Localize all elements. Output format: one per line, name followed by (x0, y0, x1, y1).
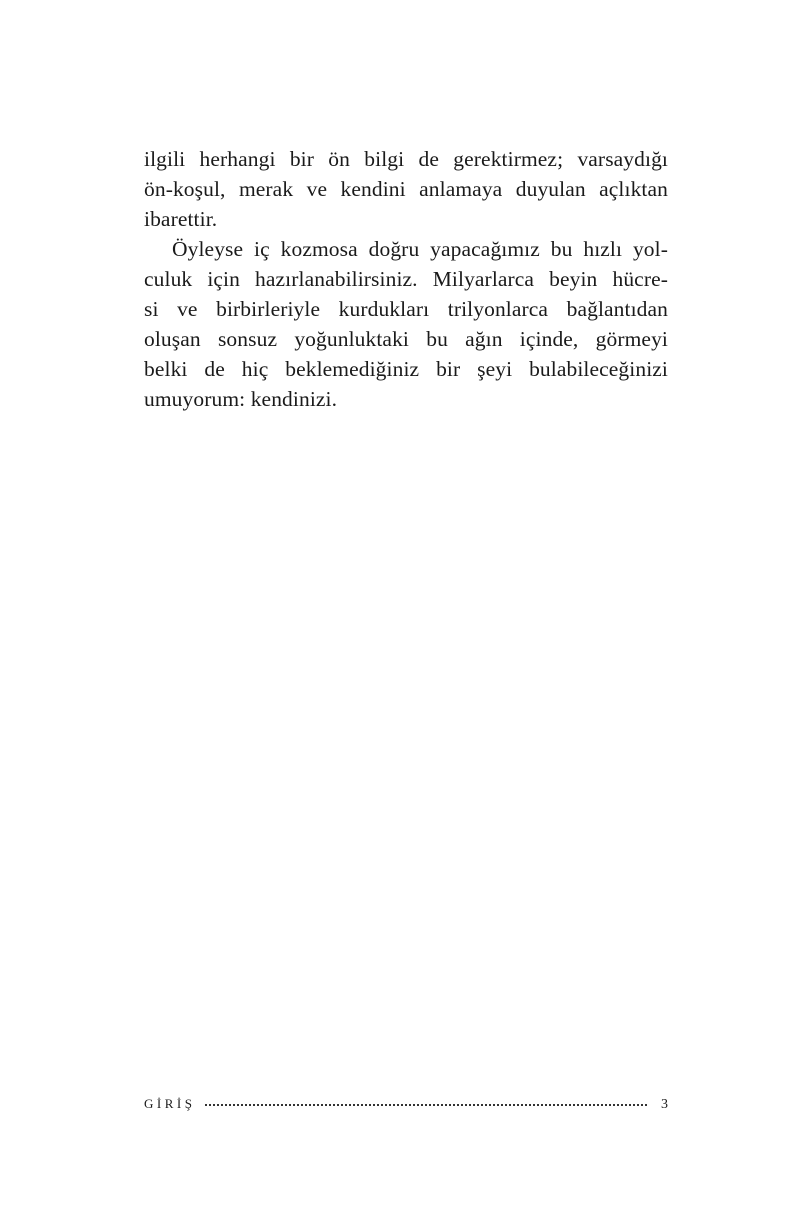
text-line: oluşan sonsuz yoğunluktaki bu ağın içinde, görmeyi (144, 327, 668, 351)
text-line: ibarettir. (144, 207, 218, 231)
text-line: si ve birbirleriyle kurdukları trilyonlarca bağlantıdan (144, 297, 668, 321)
section-title: GİRİŞ (144, 1096, 196, 1111)
dotted-leader (205, 1094, 647, 1106)
running-footer (144, 1096, 668, 1118)
text-line: belki de hiç beklemediğiniz bir şeyi bulabileceğinizi (144, 357, 668, 381)
text-line: ilgili herhangi bir ön bilgi de gerektirmez; varsaydığı (144, 147, 668, 171)
page-number: 3 (661, 1097, 668, 1112)
body-text (144, 144, 668, 414)
text-line: Öyleyse iç kozmosa doğru yapacağımız bu hızlı yol- (172, 237, 668, 261)
text-line: umuyorum: kendinizi. (144, 387, 338, 411)
text-line: culuk için hazırlanabilirsiniz. Milyarlarca beyin hücre- (144, 267, 668, 291)
text-line: ön-koşul, merak ve kendini anlamaya duyulan açlıktan (144, 177, 668, 201)
